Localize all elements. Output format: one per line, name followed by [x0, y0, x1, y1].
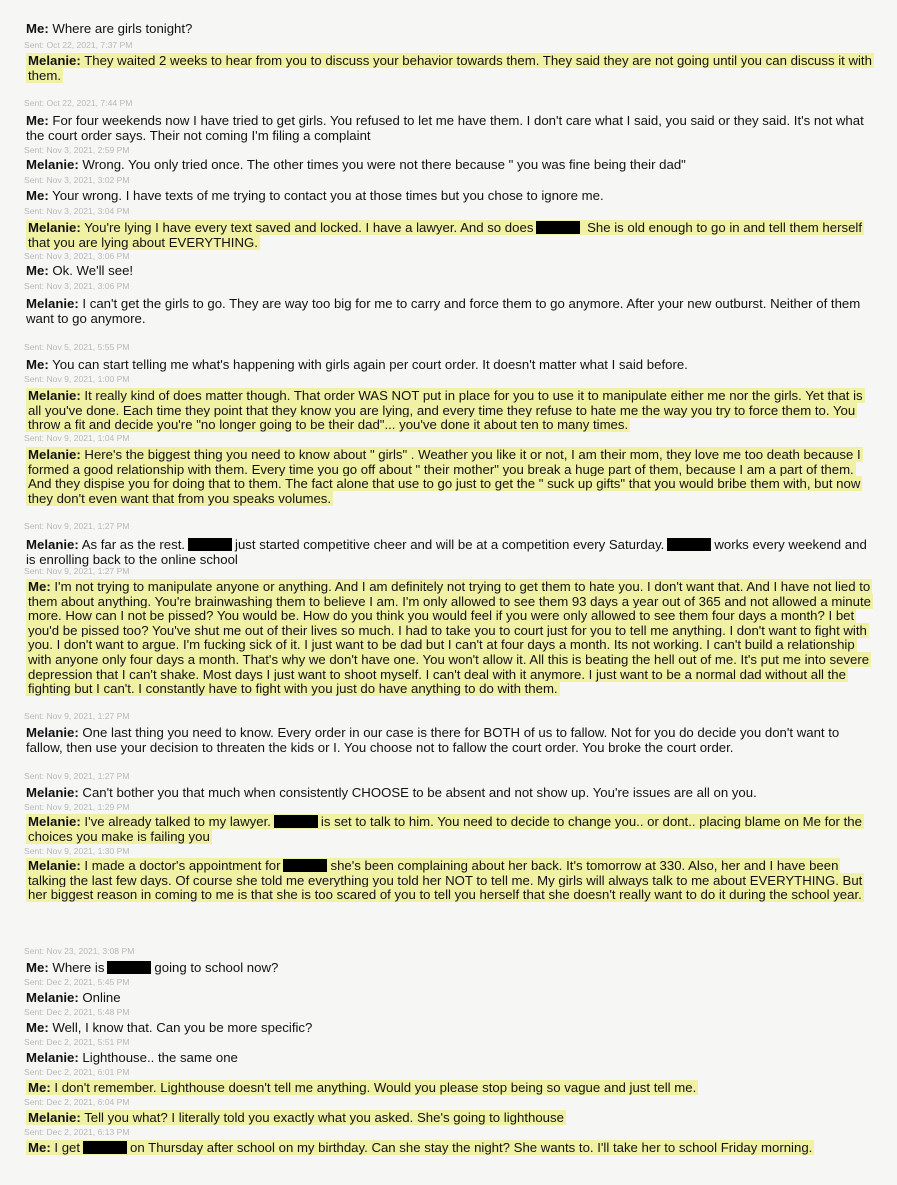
timestamp-10: Sent: Nov 9, 2021, 1:27 PM: [24, 521, 130, 531]
sender: Me:: [26, 1020, 49, 1035]
sender: Me:: [26, 960, 49, 975]
message-text-cont: on Thursday after school on my birthday. Can she stay the night? She wants to. I'll take her to school Friday morning.: [130, 1140, 813, 1155]
sender: Melanie:: [26, 537, 79, 552]
sender: Melanie:: [28, 53, 81, 68]
message-text-cont: going to school now?: [154, 960, 279, 975]
message-12: [26, 580, 872, 697]
message-6: [26, 264, 872, 279]
message-8: [26, 358, 872, 373]
sender: Melanie:: [28, 220, 81, 235]
timestamp-2: Sent: Nov 3, 2021, 2:59 PM: [24, 145, 130, 155]
timestamp-15: Sent: Nov 9, 2021, 1:30 PM: [24, 846, 130, 856]
sender: Me:: [26, 263, 49, 278]
message-5: [26, 221, 872, 250]
highlighted-text: [26, 220, 864, 250]
timestamp-18: Sent: Dec 2, 2021, 5:48 PM: [24, 1007, 130, 1017]
sender: Melanie:: [26, 725, 79, 740]
message-text-cont-2: works every weekend and is enrolling back to the online school: [26, 537, 867, 567]
message-text: I made a doctor's appointment for: [80, 858, 281, 873]
message-2: [26, 114, 872, 143]
timestamp-21: Sent: Dec 2, 2021, 6:04 PM: [24, 1097, 130, 1107]
highlighted-text: [26, 53, 874, 83]
message-text: You're lying I have every text saved and locked. I have a lawyer. And so does: [80, 220, 534, 235]
message-text: I can't get the girls to go. They are way too big for me to carry and force them to go anymore. After your new outburst. Neither of them want to go anymore.: [26, 296, 861, 326]
message-text: Tell you what? I literally told you exactly what you asked. She's going to lighthouse: [80, 1110, 564, 1125]
redaction-bar: [667, 538, 711, 551]
sender: Melanie:: [28, 858, 81, 873]
timestamp-8: Sent: Nov 9, 2021, 1:00 PM: [24, 374, 130, 384]
message-text: They waited 2 weeks to hear from you to discuss your behavior towards them. They said they are not going until you can discuss it with them.: [28, 53, 872, 83]
message-text: As far as the rest.: [78, 537, 186, 552]
message-13: [26, 726, 872, 755]
message-7: [26, 297, 872, 326]
sender: Melanie:: [28, 814, 81, 829]
message-text: Lighthouse.. the same one: [78, 1050, 238, 1065]
redaction-bar: [83, 1141, 127, 1154]
timestamp-12: Sent: Nov 9, 2021, 1:27 PM: [24, 711, 130, 721]
message-1: [26, 54, 872, 83]
message-3: [26, 158, 872, 173]
highlighted-text: [26, 814, 864, 844]
message-0: [26, 22, 872, 37]
message-text: I get: [50, 1140, 81, 1155]
message-text: I'm not trying to manipulate anyone or anything. And I am definitely not trying to get them to hate you. I don't want that. And I have not lied to them about anything. You're brainwashing them to believe I am. I'm only allowed to see them 93 days a year out of 365 and not allowed a minute more. How can I not be pissed? You would be. How do you think you would feel if you were only allowed to see them four days a month? I bet you'd be pissed too? You've shut me out of their lives so much. I had to take you to court just for you to tell me anything. I don't want to fight with you. I don't want to argue. I'm fucking sick of it. I just want to be dad but I can't at four days a month. Its not working. I can't build a relationship with anyone only four days a month. That's why we don't have one. You won't allow it. All this is beating the hell out of me. It's put me into severe depression that I can't shake. Most days I just want to shoot myself. I can't deal with it anymore. I just want to be a normal dad without all the fighting but I can't. I constantly have to fight with you just do have anything to do with them.: [28, 579, 871, 697]
message-20: [26, 1051, 872, 1066]
timestamp-14: Sent: Nov 9, 2021, 1:29 PM: [24, 802, 130, 812]
message-text: Ok. We'll see!: [48, 263, 134, 278]
highlighted-text: [26, 858, 864, 902]
timestamp-19: Sent: Dec 2, 2021, 5:51 PM: [24, 1037, 130, 1047]
sender: Me:: [26, 21, 49, 36]
redaction-bar: [188, 538, 232, 551]
timestamp-4: Sent: Nov 3, 2021, 3:04 PM: [24, 206, 130, 216]
message-text: Wrong. You only tried once. The other times you were not there because " you was fine being their dad": [78, 157, 686, 172]
redaction-bar: [274, 815, 318, 828]
message-17: [26, 961, 872, 976]
message-22: [26, 1111, 872, 1126]
timestamp-6: Sent: Nov 3, 2021, 3:06 PM: [24, 281, 130, 291]
highlighted-text: [26, 1080, 698, 1095]
message-14: [26, 786, 872, 801]
redaction-bar: [536, 221, 580, 234]
message-21: [26, 1081, 872, 1096]
message-text: Can't bother you that much when consistently CHOOSE to be absent and not show up. You're issues are all on you.: [78, 785, 757, 800]
timestamp-0: Sent: Oct 22, 2021, 7:37 PM: [24, 40, 133, 50]
redaction-bar: [107, 961, 151, 974]
highlighted-text: [26, 447, 863, 506]
message-15: [26, 815, 872, 844]
sender: Melanie:: [28, 388, 81, 403]
timestamp-7: Sent: Nov 5, 2021, 5:55 PM: [24, 342, 130, 352]
sender: Melanie:: [26, 157, 79, 172]
message-text: Online: [78, 990, 121, 1005]
message-text-cont: just started competitive cheer and will be at a competition every Saturday.: [235, 537, 665, 552]
message-text: Well, I know that. Can you be more specific?: [48, 1020, 313, 1035]
message-text-cont: She is old enough to go in and tell them herself that you are lying about EVERYTHING.: [28, 220, 863, 250]
timestamp-3: Sent: Nov 3, 2021, 3:02 PM: [24, 175, 130, 185]
timestamp-11: Sent: Nov 9, 2021, 1:27 PM: [24, 566, 130, 576]
sender: Melanie:: [26, 785, 79, 800]
message-text: You can start telling me what's happening with girls again per court order. It doesn't matter what I said before.: [48, 357, 688, 372]
sender: Me:: [26, 113, 49, 128]
message-text: For four weekends now I have tried to get girls. You refused to let me have them. I don't care what I said, you said or they said. It's not what the court order says. Their not coming I'm filing a complaint: [26, 113, 864, 143]
message-text: It really kind of does matter though. That order WAS NOT put in place for you to use it to manipulate either me nor the girls. Yet that is all you've done. Each time they point that they know you are lying, and every time they refuse to hate me the way you try to force them to. You throw a fit and decide you're "no longer going to be their dad"... you've done it about ten to many times.: [28, 388, 863, 433]
message-16: [26, 859, 872, 903]
sender: Me:: [26, 188, 49, 203]
sender: Melanie:: [26, 296, 79, 311]
message-11: [26, 538, 872, 567]
highlighted-text: [26, 1110, 566, 1125]
timestamp-13: Sent: Nov 9, 2021, 1:27 PM: [24, 771, 130, 781]
message-text: Your wrong. I have texts of me trying to contact you at those times but you chose to ignore me.: [48, 188, 604, 203]
highlighted-text: [26, 388, 865, 432]
sender: Melanie:: [28, 1110, 81, 1125]
timestamp-20: Sent: Dec 2, 2021, 6:01 PM: [24, 1067, 130, 1077]
message-text: Here's the biggest thing you need to know about " girls" . Weather you like it or not, I am their mom, they love me too death because I formed a good relationship with them. Every time you go off about " their mother" you break a huge part of them, because I am a part of them. And they dispise you for doing that to them. The fact alone that use to go just to get the " suck up gifts" that you would bribe them with, but now they don't even want that from you speaks volumes.: [28, 447, 861, 506]
timestamp-22: Sent: Dec 2, 2021, 6:13 PM: [24, 1127, 130, 1137]
message-4: [26, 189, 872, 204]
sender: Melanie:: [26, 990, 79, 1005]
highlighted-text: [26, 1140, 814, 1155]
timestamp-16: Sent: Nov 23, 2021, 3:08 PM: [24, 946, 135, 956]
timestamp-1: Sent: Oct 22, 2021, 7:44 PM: [24, 98, 133, 108]
highlighted-text: [26, 579, 873, 696]
message-text-cont: is set to talk to him. You need to decide to change you.. or dont.. placing blame on Me for the choices you make is failing you: [28, 814, 862, 844]
message-10: [26, 448, 872, 506]
message-text: Where are girls tonight?: [48, 21, 193, 36]
message-18: [26, 991, 872, 1006]
message-text: I don't remember. Lighthouse doesn't tell me anything. Would you please stop being so vague and just tell me.: [50, 1080, 697, 1095]
message-9: [26, 389, 872, 433]
sender: Me:: [26, 357, 49, 372]
sender: Me:: [28, 579, 51, 594]
sender: Melanie:: [28, 447, 81, 462]
message-text-cont: she's been complaining about her back. It's tomorrow at 330. Also, her and I have been talking the last few days. Of course she told me everything you told her NOT to tell me. My girls will always talk to me about EVERYTHING. But her biggest reason in coming to me is that she is too scared of you to tell you herself that she doesn't really want to do it during the school year.: [28, 858, 863, 903]
message-19: [26, 1021, 872, 1036]
message-23: [26, 1141, 872, 1156]
message-text: I've already talked to my lawyer.: [80, 814, 271, 829]
timestamp-9: Sent: Nov 9, 2021, 1:04 PM: [24, 433, 130, 443]
message-text: Where is: [48, 960, 105, 975]
sender: Melanie:: [26, 1050, 79, 1065]
message-text: One last thing you need to know. Every order in our case is there for BOTH of us to fallow. Not for you do decide you don't want to fallow, then use your decision to threaten the kids or I. You choose not to fallow the court order. You broke the court order.: [26, 725, 840, 755]
redaction-bar: [283, 859, 327, 872]
timestamp-17: Sent: Dec 2, 2021, 5:45 PM: [24, 977, 130, 987]
sender: Me:: [28, 1080, 51, 1095]
sender: Me:: [28, 1140, 51, 1155]
timestamp-5: Sent: Nov 3, 2021, 3:06 PM: [24, 251, 130, 261]
